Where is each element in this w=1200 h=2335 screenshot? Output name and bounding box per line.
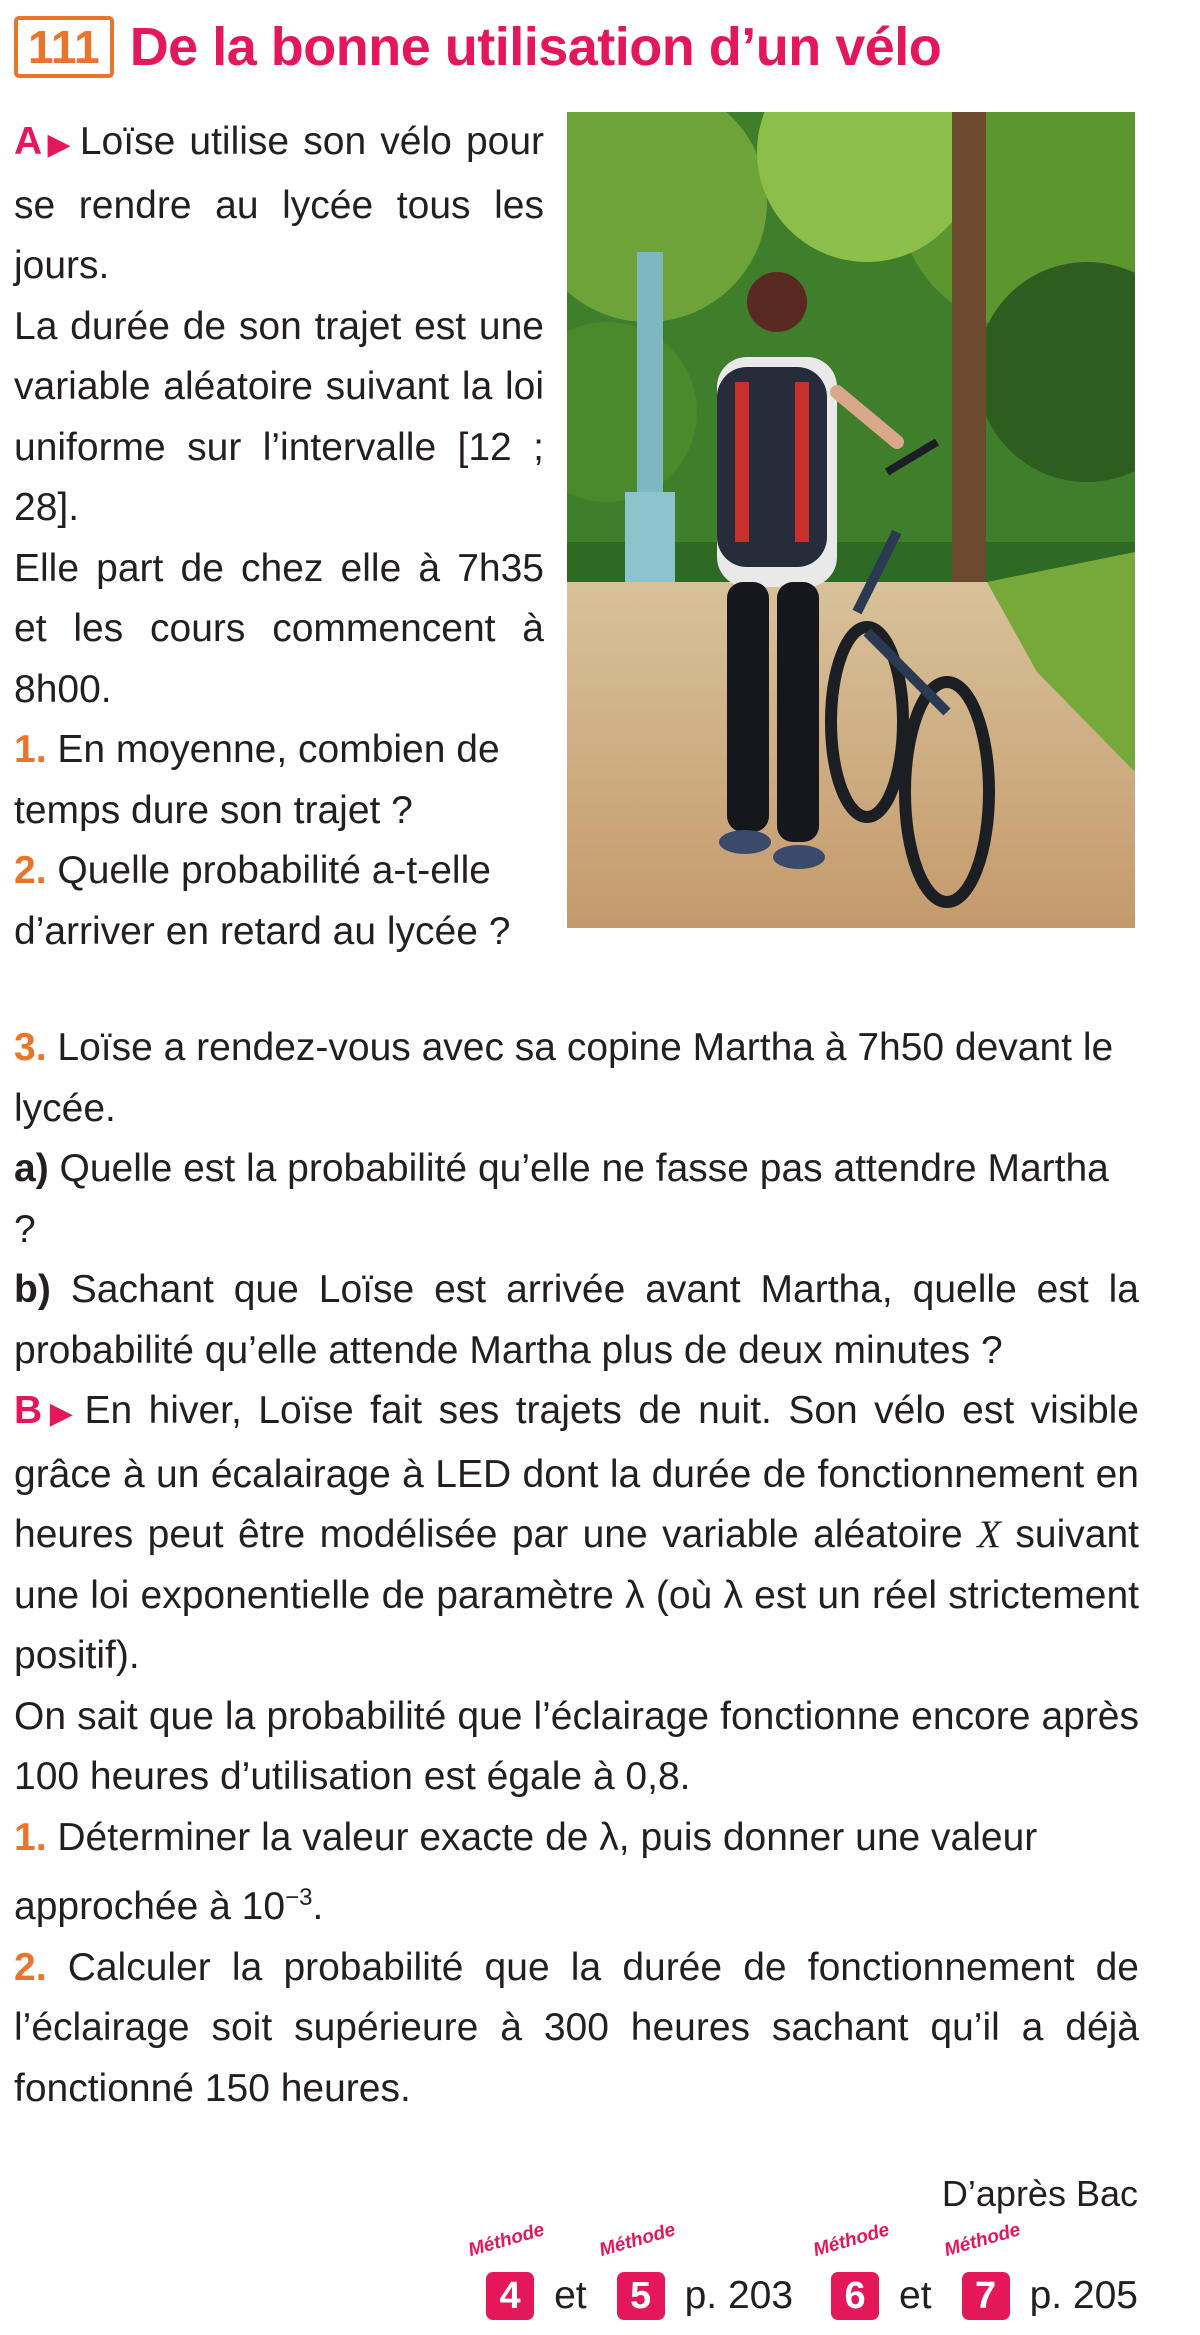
method-badge-number: 5 (617, 2272, 665, 2320)
question-a3-number: 3. (14, 1026, 47, 1069)
part-a-label: A (14, 120, 43, 163)
variable-x: X (977, 1513, 1001, 1556)
question-a1 (14, 720, 544, 841)
question-b2-number: 2. (14, 1945, 47, 1989)
exercise-title: De la bonne utilisation d’un vélo (129, 17, 942, 77)
triangle-right-icon: ▶ (44, 128, 74, 161)
question-a2-number: 2. (14, 849, 47, 892)
page-reference-2[interactable]: p. 205 (1029, 2274, 1138, 2317)
part-a-law-text: La durée de son trajet est une variable aléatoire suivant la loi uniforme sur l’intervalle [12 ; 28]. (14, 304, 544, 529)
part-b-label: B (14, 1389, 43, 1432)
question-a3a-text: Quelle est la probabilité qu’elle ne fasse pas attendre Martha ? (14, 1147, 1109, 1251)
method-badge-6[interactable] (810, 2219, 892, 2322)
exercise-number: 111 (14, 16, 114, 78)
source-credit: D’après Bac (941, 2173, 1138, 2214)
cyclist-photo (567, 112, 1135, 928)
part-a-intro-text: Loïse utilise son vélo pour se rendre au lycée tous les jours. (14, 120, 545, 287)
part-b-probability-text: On sait que la probabilité que l’éclairage fonctionne encore après 100 heures d’utilisation est égale à 0,8. (14, 1694, 1139, 1798)
method-badge-5[interactable] (596, 2219, 678, 2322)
method-badge-word: Méthode (465, 2219, 547, 2262)
part-b-intro (14, 1381, 1139, 1687)
question-a3b (14, 1260, 1139, 1381)
method-badge-word: Méthode (596, 2219, 678, 2262)
question-a2-text: Quelle probabilité a-t-elle d’arriver en retard au lycée ? (14, 849, 511, 953)
question-a1-number: 1. (14, 728, 47, 771)
question-b1-end: . (312, 1885, 324, 1928)
part-a-intro (14, 112, 544, 297)
question-a3-text: Loïse a rendez-vous avec sa copine Martha à 7h50 devant le lycée. (14, 1026, 1114, 1130)
question-a3 (14, 1018, 1139, 1139)
triangle-right-icon: ▶ (44, 1397, 79, 1430)
question-b1-exponent: −3 (285, 1884, 313, 1911)
question-b1-text: Déterminer la valeur exacte de λ, puis donner une valeur approchée à 10 (14, 1815, 1038, 1928)
part-b-intro-text-2: suivant une loi exponentielle de paramètre λ (où λ est un réel strictement positif). (14, 1513, 1139, 1677)
question-b1 (14, 1808, 1139, 1938)
question-a2 (14, 841, 544, 962)
method-references (465, 2219, 1138, 2322)
question-b1-number: 1. (14, 1815, 47, 1859)
method-badge-word: Méthode (810, 2219, 892, 2262)
main-text (14, 1018, 1139, 2119)
exercise-header (14, 12, 941, 82)
question-a1-text: En moyenne, combien de temps dure son trajet ? (14, 728, 500, 832)
question-a3b-text: Sachant que Loïse est arrivée avant Martha, quelle est la probabilité qu’elle attende Martha plus de deux minutes ? (14, 1268, 1139, 1372)
and-text: et (554, 2274, 587, 2317)
photo-illustration (567, 112, 1135, 928)
part-a-narrow-text (14, 112, 544, 962)
method-badge-number: 4 (486, 2272, 534, 2320)
method-badge-number: 6 (831, 2272, 879, 2320)
page-reference-1[interactable]: p. 203 (684, 2274, 794, 2317)
question-b2-text: Calculer la probabilité que la durée de fonctionnement de l’éclairage soit supérieure à 300 heures sachant qu’il a déjà fonctionné 150 heures. (14, 1945, 1139, 2110)
question-b2 (14, 1938, 1139, 2120)
method-badge-4[interactable] (465, 2219, 547, 2322)
method-badge-number: 7 (962, 2272, 1010, 2320)
part-b-intro-text-1: En hiver, Loïse fait ses trajets de nuit. Son vélo est visible grâce à un écalairage à LED dont la durée de fonctionnement en heures peut être modélisée par une variable aléatoire (14, 1389, 1139, 1556)
and-text: et (899, 2274, 932, 2317)
question-a3a (14, 1139, 1139, 1260)
question-a3a-label: a) (14, 1147, 49, 1190)
method-badge-word: Méthode (941, 2219, 1023, 2262)
method-badge-7[interactable] (941, 2219, 1023, 2322)
part-a-schedule-text: Elle part de chez elle à 7h35 et les cours commencent à 8h00. (14, 546, 544, 711)
question-a3b-label: b) (14, 1268, 51, 1311)
